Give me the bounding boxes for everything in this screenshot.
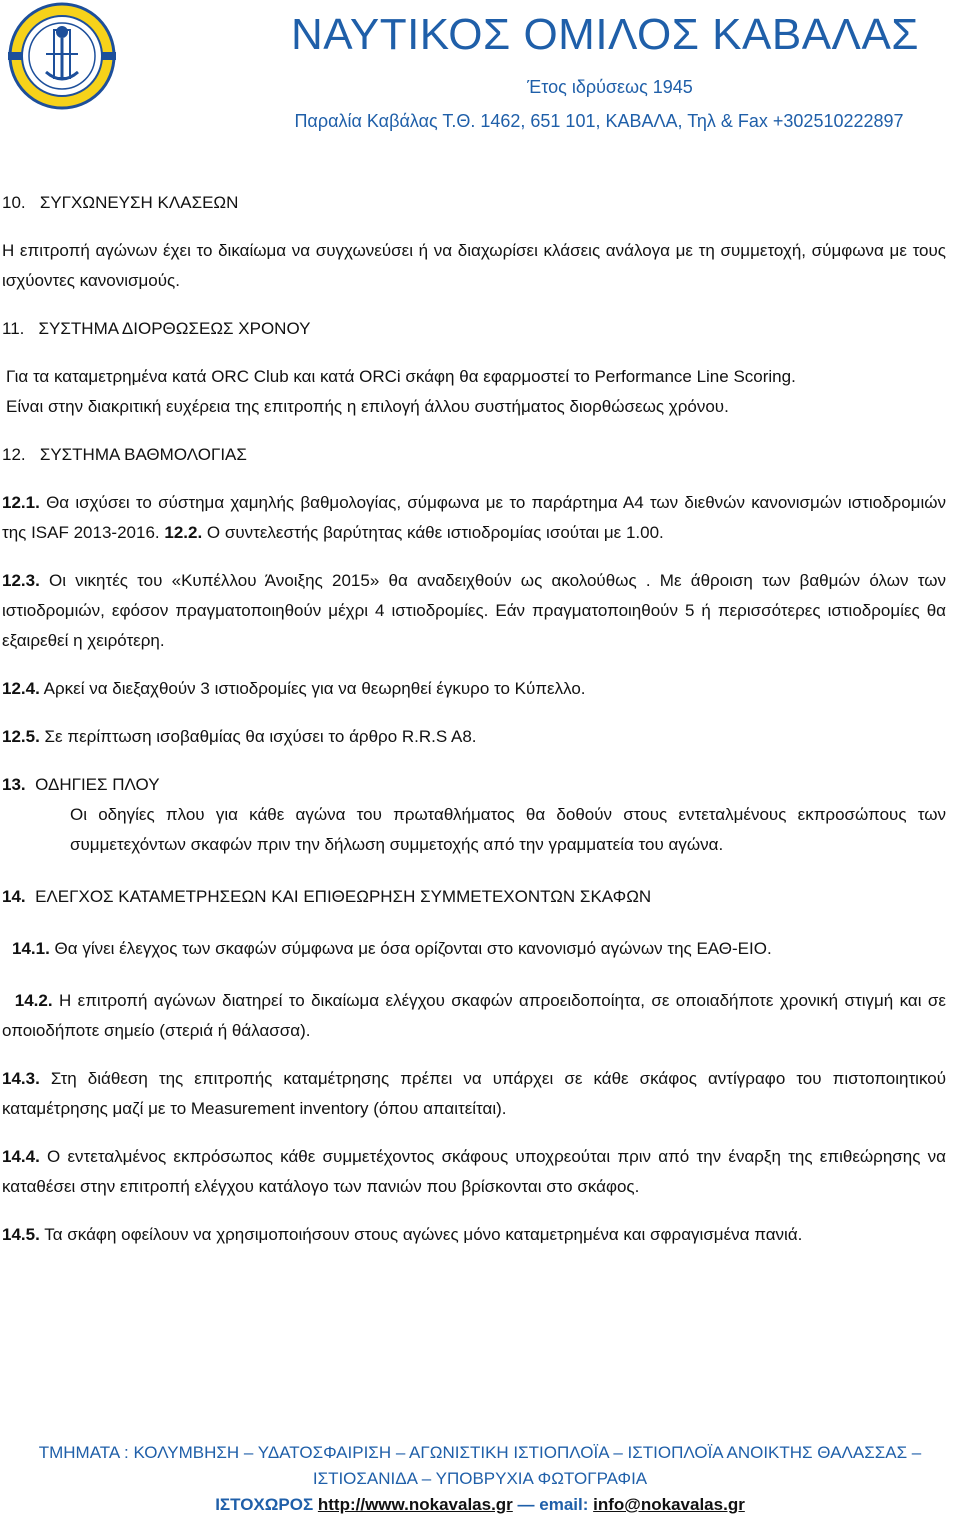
section-title: ΟΔΗΓΙΕΣ ΠΛΟΥ xyxy=(35,775,160,794)
section-14-heading xyxy=(2,882,946,912)
paragraph-12-3 xyxy=(2,566,946,656)
paragraph-text: Θα ισχύσει το σύστημα χαμηλής βαθμολογίας, σύμφωνα με το παράρτημα Α4 των διεθνών κανονισμών ιστιοδρομιών της ISAF 2013-2016. xyxy=(2,493,946,542)
website-label: ΙΣΤΟΧΩΡΟΣ xyxy=(215,1495,314,1514)
paragraph-12-1 xyxy=(2,488,946,548)
email-label: email: xyxy=(539,1495,589,1514)
footer-contact xyxy=(0,1492,960,1518)
paragraph-number: 14.3. xyxy=(2,1069,40,1088)
section-number: 13. xyxy=(2,775,26,794)
section-10-heading xyxy=(2,188,946,218)
paragraph-text: Στη διάθεση της επιτροπής καταμέτρησης πρέπει να υπάρχει σε κάθε σκάφος αντίγραφο του πιστοποιητικού καταμέτρησης μαζί με το Measurement inventory (όπου απαιτείται). xyxy=(2,1069,946,1118)
page-footer xyxy=(0,1440,960,1518)
paragraph-text: Οι νικητές του «Κυπέλλου Άνοιξης 2015» θα αναδειχθούν ως ακολούθως . Με άθροιση των βαθμών όλων των ιστιοδρομιών, εφόσον πραγματοποιηθούν μέχρι 4 ιστιοδρομίες. Εάν πραγματοποιηθούν 5 ή περισσότερες ιστιοδρομίες θα εξαιρεθεί η χειρότερη. xyxy=(2,571,946,650)
paragraph-number: 14.2. xyxy=(14,991,53,1010)
club-emblem-icon xyxy=(8,2,116,110)
paragraph-14-5 xyxy=(2,1220,946,1250)
paragraph-number: 12.5. xyxy=(2,727,40,746)
paragraph-text: Τα σκάφη οφείλουν να χρησιμοποιήσουν στους αγώνες μόνο καταμετρημένα και σφραγισμένα πανιά. xyxy=(44,1225,803,1244)
paragraph-14-1 xyxy=(2,934,946,964)
section-13-text: Οι οδηγίες πλου για κάθε αγώνα του πρωταθλήματος θα δοθούν στους εντεταλμένους εκπροσώπους των συμμετεχόντων σκαφών πριν την δήλωση συμμετοχής από την γραμματεία του αγώνα. xyxy=(70,805,946,854)
separator: — xyxy=(517,1495,535,1514)
club-address: Παραλία Καβάλας Τ.Θ. 1462, 651 101, ΚΑΒΑΛΑ, Τηλ & Fax +302510222897 xyxy=(294,111,904,131)
section-number: 14. xyxy=(2,887,26,906)
paragraph-text: Αρκεί να διεξαχθούν 3 ιστιοδρομίες για να θεωρηθεί έγκυρο το Κύπελλο. xyxy=(43,679,586,698)
paragraph-number: 12.2. xyxy=(164,523,203,542)
paragraph-number: 12.1. xyxy=(2,493,40,512)
paragraph-text: Η επιτροπή αγώνων διατηρεί το δικαίωμα ελέγχου σκαφών απροειδοποίητα, σε οποιαδήποτε χρονική στιγμή και σε οποιοδήποτε σημείο (στεριά ή θάλασσα). xyxy=(2,991,946,1040)
paragraph-number: 14.5. xyxy=(2,1225,40,1244)
section-title: ΣΥΓΧΩΝΕΥΣΗ ΚΛΑΣΕΩΝ xyxy=(39,193,239,212)
section-number: 10. xyxy=(2,193,26,212)
paragraph-number: 14.1. xyxy=(12,939,50,958)
paragraph-12-4 xyxy=(2,674,946,704)
paragraph-text: Σε περίπτωση ισοβαθμίας θα ισχύσει το άρθρο R.R.S A8. xyxy=(44,727,477,746)
section-number: 11. xyxy=(2,319,25,338)
section-11-line2: Είναι στην διακριτική ευχέρεια της επιτροπής η επιλογή άλλου συστήματος διορθώσεως χρόνου. xyxy=(6,397,729,416)
document-body xyxy=(2,188,946,1250)
section-13-heading xyxy=(2,770,946,800)
founded-year: Έτος ιδρύσεως 1945 xyxy=(527,77,693,97)
email-link[interactable]: info@nokavalas.gr xyxy=(593,1495,745,1514)
section-number: 12. xyxy=(2,445,26,464)
section-12-heading xyxy=(2,440,946,470)
paragraph-text: Ο εντεταλμένος εκπρόσωπος κάθε συμμετέχοντος σκάφους υποχρεούται πριν από την έναρξη της επιθεώρησης να καταθέσει στην επιτροπή ελέγχου κατάλογο των πανιών που βρίσκονται στο σκάφος. xyxy=(2,1147,946,1196)
club-title: ΝΑΥΤΙΚΟΣ ΟΜΙΛΟΣ ΚΑΒΑΛΑΣ xyxy=(291,10,919,59)
paragraph-number: 14.4. xyxy=(2,1147,40,1166)
section-11-line1: Για τα καταμετρημένα κατά ORC Club και κατά ORCi σκάφη θα εφαρμοστεί το Performance Line Scoring. xyxy=(6,367,796,386)
paragraph-14-4 xyxy=(2,1142,946,1202)
paragraph-number: 12.4. xyxy=(2,679,40,698)
section-title: ΕΛΕΓΧΟΣ ΚΑΤΑΜΕΤΡΗΣΕΩΝ ΚΑΙ ΕΠΙΘΕΩΡΗΣΗ ΣΥΜΜΕΤΕΧΟΝΤΩΝ ΣΚΑΦΩΝ xyxy=(35,887,652,906)
section-10-text: Η επιτροπή αγώνων έχει το δικαίωμα να συγχωνεύσει ή να διαχωρίσει κλάσεις ανάλογα με τη συμμετοχή, σύμφωνα με τους ισχύοντες κανονισμούς. xyxy=(2,241,946,290)
section-title: ΣΥΣΤΗΜΑ ΔΙΟΡΘΩΣΕΩΣ ΧΡΟΝΟΥ xyxy=(38,319,311,338)
paragraph-14-2 xyxy=(2,986,946,1046)
footer-departments-line1: ΤΜΗΜΑΤΑ : ΚΟΛΥΜΒΗΣΗ – ΥΔΑΤΟΣΦΑΙΡΙΣΗ – ΑΓΩΝΙΣΤΙΚΗ ΙΣΤΙΟΠΛΟΪΑ – ΙΣΤΙΟΠΛΟΪΑ ΑΝΟΙΚΤΗΣ ΘΑΛΑΣΣΑΣ – xyxy=(38,1443,922,1462)
paragraph-number: 12.3. xyxy=(2,571,40,590)
footer-departments-line2: ΙΣΤΙΟΣΑΝΙΔΑ – ΥΠΟΒΡΥΧΙΑ ΦΩΤΟΓΡΑΦΙΑ xyxy=(312,1469,648,1488)
section-11-heading xyxy=(2,314,946,344)
paragraph-text: Ο συντελεστής βαρύτητας κάθε ιστιοδρομίας ισούται με 1.00. xyxy=(206,523,664,542)
website-link[interactable]: http://www.nokavalas.gr xyxy=(317,1495,513,1514)
section-title: ΣΥΣΤΗΜΑ ΒΑΘΜΟΛΟΓΙΑΣ xyxy=(39,445,247,464)
paragraph-text: Θα γίνει έλεγχος των σκαφών σύμφωνα με όσα ορίζονται στο κανονισμό αγώνων της ΕΑΘ-ΕΙΟ. xyxy=(54,939,772,958)
paragraph-14-3 xyxy=(2,1064,946,1124)
paragraph-12-5 xyxy=(2,722,946,752)
